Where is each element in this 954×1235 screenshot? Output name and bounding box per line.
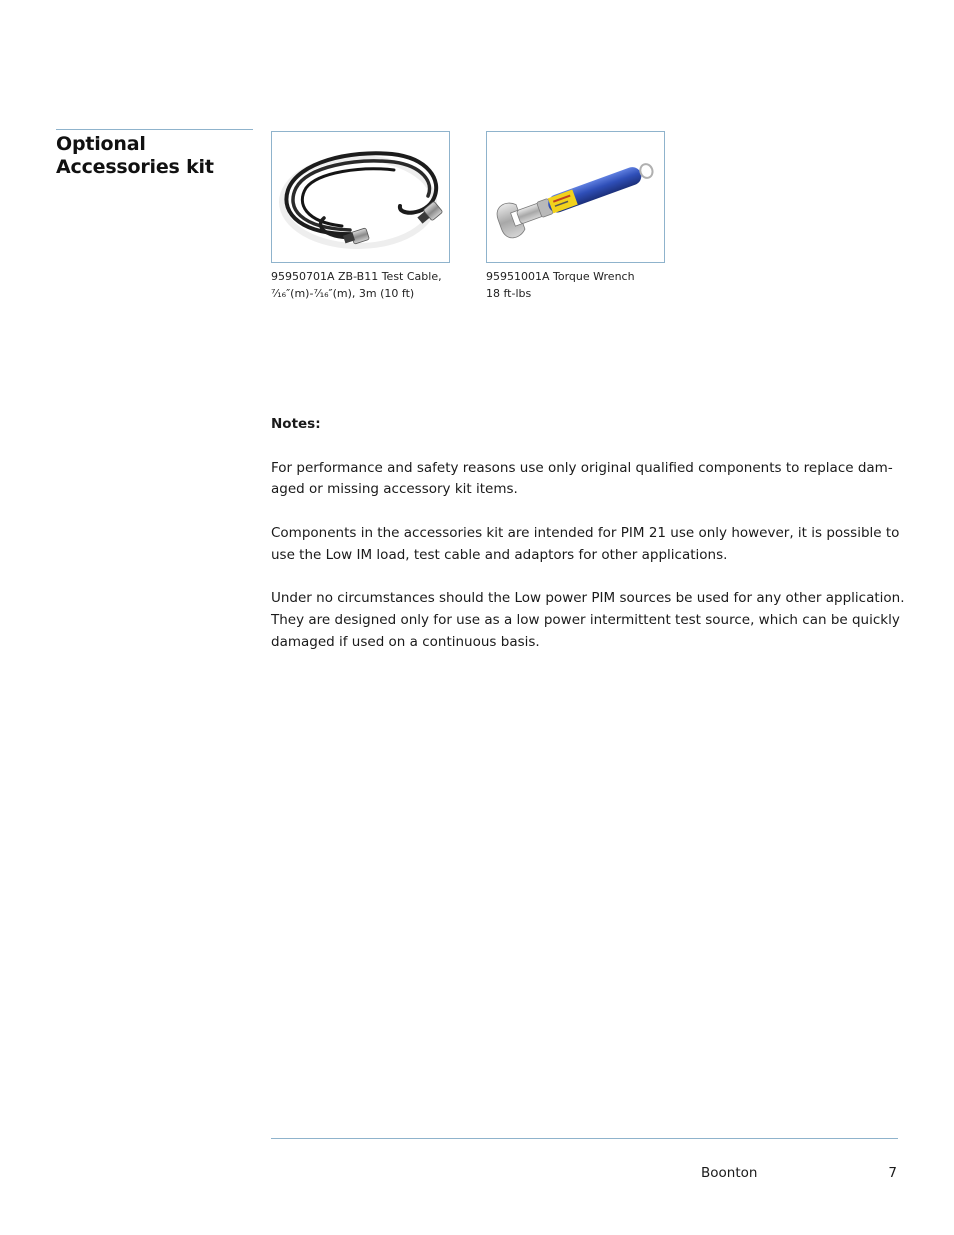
notes-paragraph-3-line-3: damaged if used on a continuous basis. — [271, 633, 540, 650]
page-number: 7 — [888, 1165, 897, 1181]
notes-paragraph-3-line-1: Under no circumstances should the Low power PIM sources be used for any other application. — [271, 590, 905, 607]
test-cable-caption-line-1: 95950701A ZB-B11 Test Cable, — [271, 270, 442, 283]
notes-paragraph-2-line-1: Components in the accessories kit are intended for PIM 21 use only however, it is possible to — [271, 524, 900, 541]
section-divider — [56, 129, 253, 130]
torque-wrench-caption-line-2: 18 ft-lbs — [486, 287, 532, 300]
torque-wrench-illustration — [487, 132, 664, 262]
torque-wrench-image — [486, 131, 665, 263]
notes-paragraph-2-line-2: use the Low IM load, test cable and adaptors for other applications. — [271, 546, 728, 563]
notes-paragraph-1-line-2: aged or missing accessory kit items. — [271, 481, 518, 498]
footer-divider — [271, 1138, 898, 1139]
section-title-line-1: Optional — [56, 133, 146, 155]
notes-paragraph-1-line-1: For performance and safety reasons use only original qualified components to replace dam- — [271, 459, 893, 476]
section-title-line-2: Accessories kit — [56, 156, 214, 178]
torque-wrench-caption-line-1: 95951001A Torque Wrench — [486, 270, 635, 283]
section-title — [56, 133, 256, 179]
test-cable-caption-line-2: ⁷⁄₁₆″(m)-⁷⁄₁₆″(m), 3m (10 ft) — [271, 287, 415, 300]
test-cable-image — [271, 131, 450, 263]
torque-wrench-caption — [486, 268, 686, 302]
notes-paragraph-2 — [271, 523, 900, 567]
footer-brand: Boonton — [701, 1165, 758, 1181]
test-cable-caption — [271, 268, 471, 302]
notes-paragraph-3 — [271, 588, 905, 653]
test-cable-illustration — [272, 132, 449, 262]
notes-section — [271, 414, 905, 676]
notes-paragraph-3-line-2: They are designed only for use as a low power intermittent test source, which can be quickly — [271, 612, 900, 629]
notes-heading: Notes: — [271, 416, 321, 432]
notes-paragraph-1 — [271, 458, 891, 502]
